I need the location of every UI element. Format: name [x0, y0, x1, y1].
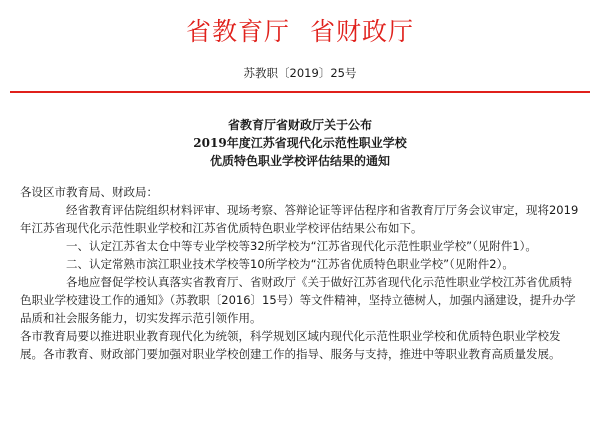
paragraph-closing: 各市教育局要以推进职业教育现代化为统领，科学规划区域内现代化示范性职业学校和优质特色职业学校发展。各市教育、财政部门要加强对职业学校创建工作的指导、服务与支持，推进中等职业教育高质量发展。 — [20, 329, 561, 361]
red-divider — [10, 91, 590, 93]
paragraph-item-2: 二、认定常熟市滨江职业技术学校等10所学校为“江苏省优质特色职业学校”（见附件2）。 — [66, 257, 514, 271]
title-line-1: 省教育厅省财政厅关于公布 — [227, 118, 372, 132]
issuer-header — [0, 12, 600, 48]
document-body — [20, 183, 582, 363]
title-line-3: 优质特色职业学校评估结果的通知 — [209, 154, 390, 168]
paragraph-requirements: 各地应督促学校认真落实省教育厅、省财政厅《关于做好江苏省现代化示范性职业学校江苏省优质特色职业学校建设工作的通知》（苏教职〔2016〕15号）等文件精神，坚持立德树人，加强内涵建设，提升办学品质和社会服务能力，切实发挥示范引领作用。 — [20, 275, 576, 325]
salutation: 各设区市教育局、财政局： — [20, 185, 158, 199]
paragraph-item-1: 一、认定江苏省太仓中等专业学校等32所学校为“江苏省现代化示范性职业学校”（见附件1）。 — [66, 239, 537, 253]
title-line-2: 2019年度江苏省现代化示范性职业学校 — [193, 136, 407, 150]
issuer-education-dept: 省教育厅 — [185, 17, 290, 46]
document-number: 苏教职〔2019〕25号 — [243, 66, 357, 80]
issuer-finance-dept: 省财政厅 — [310, 17, 415, 46]
paragraph-intro: 经省教育评估院组织材料评审、现场考察、答辩论证等评估程序和省教育厅厅务会议审定，现将2019年江苏省现代化示范性职业学校和江苏省优质特色职业学校评估结果公布如下。 — [20, 203, 579, 235]
